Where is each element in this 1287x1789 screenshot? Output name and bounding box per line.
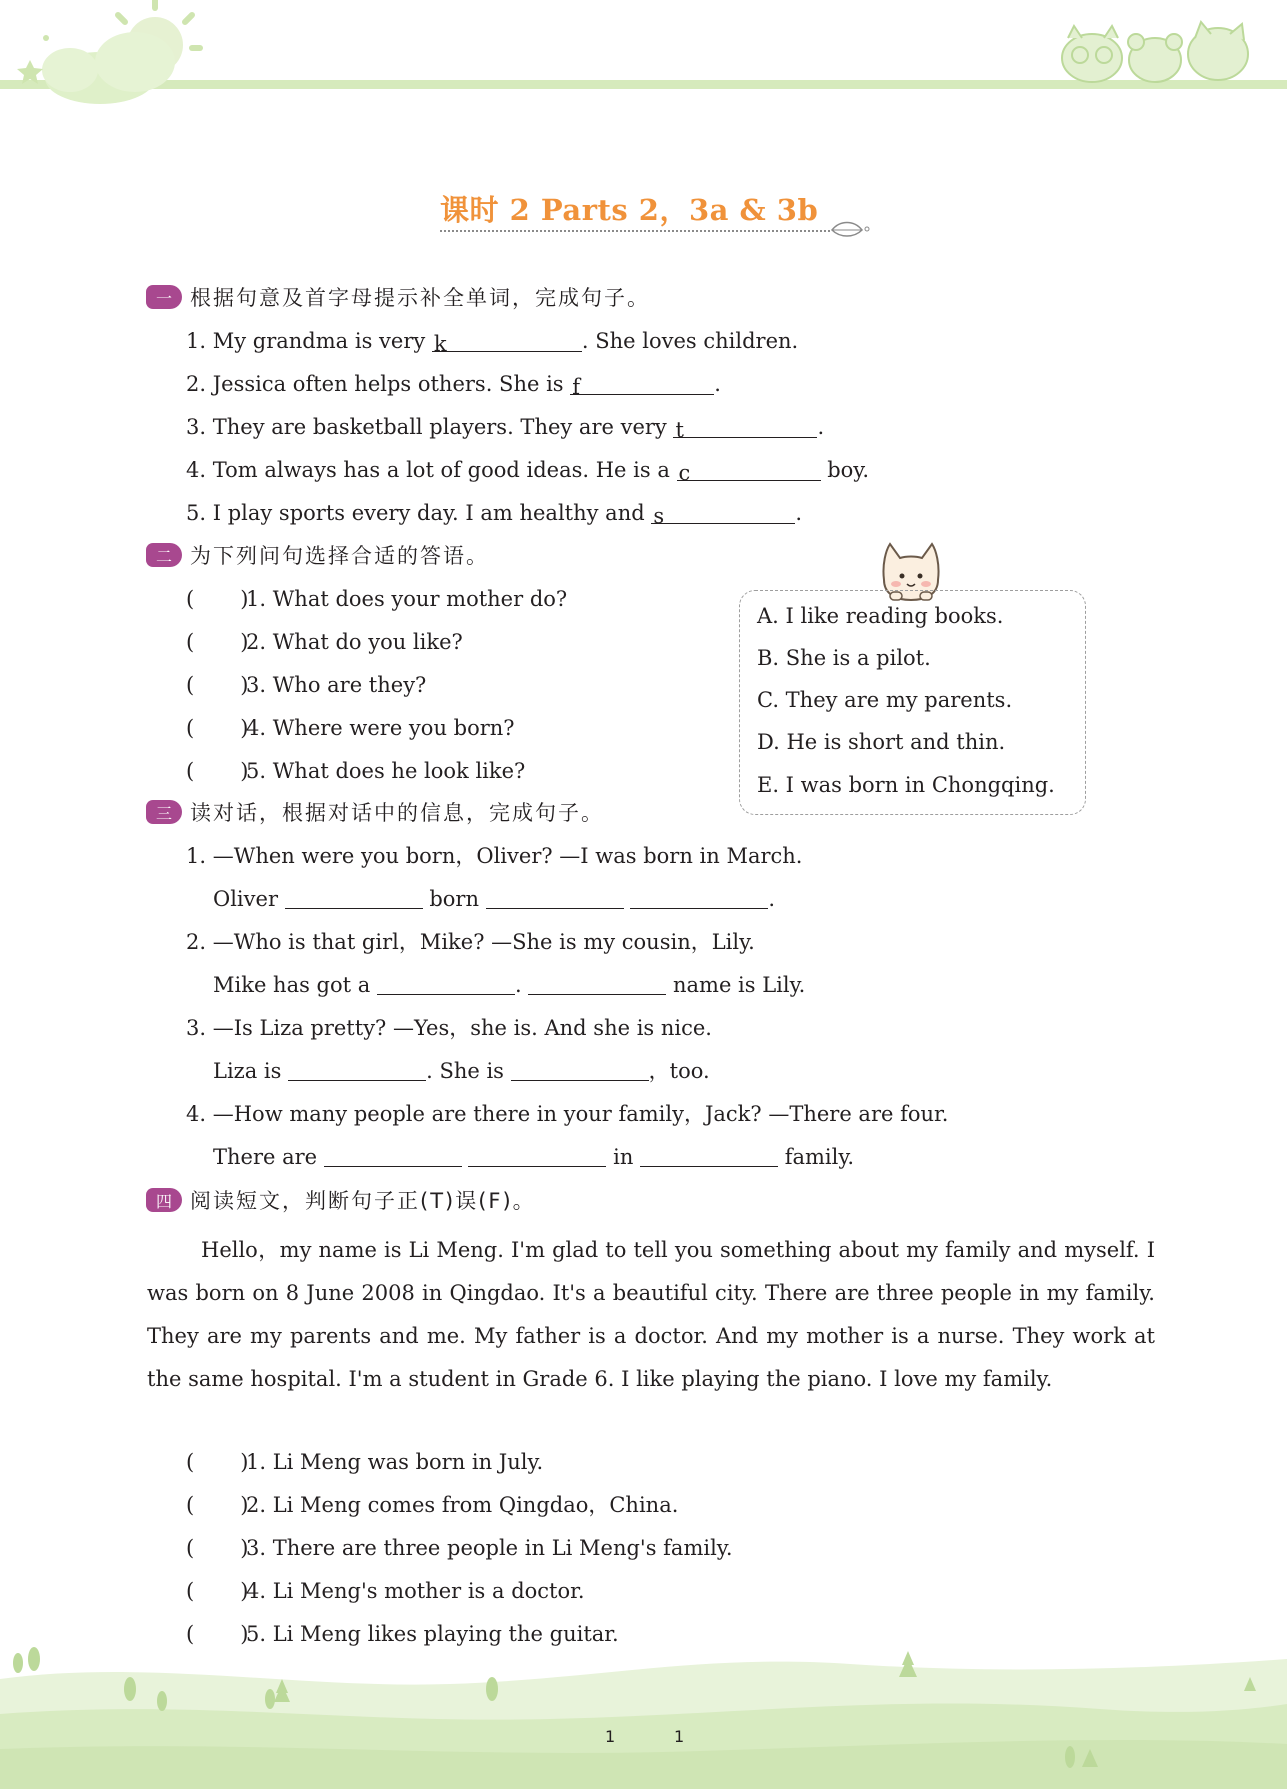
list-item <box>186 455 869 485</box>
section-4-heading <box>146 1185 536 1215</box>
list-item <box>186 326 798 356</box>
answer-blank[interactable] <box>377 972 515 995</box>
option-item: B. She is a pilot. <box>757 646 931 670</box>
statement-text: 5. Li Meng likes playing the guitar. <box>246 1622 619 1646</box>
answer-blank[interactable] <box>432 329 582 356</box>
dialog-text: —When were you born，Oliver? —I was born in March. <box>212 844 803 868</box>
fill-text: . She is <box>426 1059 511 1083</box>
list-item <box>186 412 824 442</box>
dialog-text: —Is Liza pretty? —Yes，she is. And she is nice. <box>212 1016 712 1040</box>
fill-text: born <box>422 887 486 911</box>
hint-letter: c <box>678 461 691 485</box>
answer-blank[interactable] <box>677 458 821 485</box>
question-text: 4. Where were you born? <box>246 716 515 740</box>
question-row <box>186 670 426 700</box>
section-instruction: 阅读短文，判断句子正(T)误(F)。 <box>190 1189 536 1213</box>
footer-decoration <box>0 1639 1287 1789</box>
answer-paren[interactable]: ( ) <box>186 1536 249 1560</box>
item-number: 3. <box>186 415 207 439</box>
item-number: 3. <box>186 1016 207 1040</box>
item-text: Jessica often helps others. She is <box>212 372 571 396</box>
section-badge: 四 <box>146 1188 182 1212</box>
passage-text: Hello，my name is Li Meng. I'm glad to tell you something about my family and myself. I was born on 8 June 2008 in Qingdao. It's a beautiful city. There are three people in my family. They are my parents and me. My father is a doctor. And my mother is a nurse. They work at the same hospital. I'm a student in Grade 6. I like playing the piano. I love my family. <box>147 1238 1155 1391</box>
page-number: 1 <box>674 1727 685 1746</box>
answer-paren[interactable]: ( ) <box>186 1493 249 1517</box>
hint-letter: f <box>572 375 581 399</box>
item-number: 4. <box>186 458 207 482</box>
statement-row <box>186 1447 543 1477</box>
answer-paren[interactable]: ( ) <box>186 716 249 740</box>
fill-text: There are <box>213 1145 324 1169</box>
answer-blank[interactable] <box>640 1144 778 1167</box>
fill-text <box>624 887 631 911</box>
statement-row <box>186 1490 678 1520</box>
fill-text: family. <box>778 1145 855 1169</box>
answer-paren[interactable]: ( ) <box>186 673 249 697</box>
item-text: . She loves children. <box>581 329 799 353</box>
option-item: E. I was born in Chongqing. <box>757 773 1055 797</box>
hint-letter: t <box>675 418 684 442</box>
statement-row <box>186 1576 585 1606</box>
answer-paren[interactable]: ( ) <box>186 1450 249 1474</box>
hint-letter: s <box>653 504 665 528</box>
fill-line <box>213 1056 710 1086</box>
statement-text: 4. Li Meng's mother is a doctor. <box>246 1579 585 1603</box>
section-badge: 一 <box>146 285 182 309</box>
item-text: boy. <box>820 458 870 482</box>
option-item: A. I like reading books. <box>757 604 1004 628</box>
option-item: D. He is short and thin. <box>757 730 1006 754</box>
header-decoration <box>0 0 1287 110</box>
section-instruction: 为下列问句选择合适的答语。 <box>190 544 489 568</box>
fill-text: Oliver <box>213 887 285 911</box>
question-text: 5. What does he look like? <box>246 759 526 783</box>
answer-paren[interactable]: ( ) <box>186 587 249 611</box>
page-title-block <box>440 188 860 229</box>
dialog-line <box>186 841 802 871</box>
item-number: 5. <box>186 501 207 525</box>
fill-text: Mike has got a <box>213 973 377 997</box>
answer-blank[interactable] <box>285 886 423 909</box>
item-number: 2. <box>186 930 207 954</box>
item-text: They are basketball players. They are very <box>212 415 674 439</box>
fill-line <box>213 884 775 914</box>
page-title: 课时 2 Parts 2，3a & 3b <box>440 193 819 227</box>
section-instruction: 读对话，根据对话中的信息，完成句子。 <box>190 801 604 825</box>
fill-text: name is Lily. <box>666 973 806 997</box>
item-text: Tom always has a lot of good ideas. He is a <box>212 458 677 482</box>
question-row <box>186 627 463 657</box>
fill-text: . <box>514 973 529 997</box>
answer-paren[interactable]: ( ) <box>186 1622 249 1646</box>
answer-paren[interactable]: ( ) <box>186 1579 249 1603</box>
fill-text: Liza is <box>213 1059 289 1083</box>
answer-paren[interactable]: ( ) <box>186 759 249 783</box>
question-text: 1. What does your mother do? <box>246 587 568 611</box>
question-row <box>186 584 567 614</box>
answer-blank[interactable] <box>673 415 817 442</box>
options-box <box>739 590 1086 815</box>
section-instruction: 根据句意及首字母提示补全单词，完成句子。 <box>190 286 650 310</box>
item-text: . <box>714 372 721 396</box>
answer-blank[interactable] <box>468 1144 606 1167</box>
item-number: 2. <box>186 372 207 396</box>
answer-paren[interactable]: ( ) <box>186 630 249 654</box>
fill-text: ，too. <box>648 1059 710 1083</box>
hint-letter: k <box>433 332 447 356</box>
item-text: My grandma is very <box>212 329 432 353</box>
fill-text <box>462 1145 469 1169</box>
item-text: . <box>795 501 803 525</box>
section-2-heading <box>146 540 489 570</box>
statement-text: 2. Li Meng comes from Qingdao，China. <box>246 1493 679 1517</box>
animal-faces-icon <box>1062 22 1248 82</box>
answer-blank[interactable] <box>288 1058 426 1081</box>
dialog-line <box>186 1013 712 1043</box>
dialog-line <box>186 1099 948 1129</box>
fill-line <box>213 970 805 1000</box>
reading-passage <box>147 1229 1155 1401</box>
answer-blank[interactable] <box>528 972 666 995</box>
fill-text: in <box>606 1145 641 1169</box>
fill-line <box>213 1142 854 1172</box>
section-badge: 二 <box>146 543 182 567</box>
title-underline <box>440 230 830 232</box>
question-text: 3. Who are they? <box>246 673 427 697</box>
dialog-text: —How many people are there in your family，Jack? —There are four. <box>212 1102 949 1126</box>
list-item <box>186 369 721 399</box>
dialog-text: —Who is that girl，Mike? —She is my cousin，Lily. <box>212 930 755 954</box>
item-text: I play sports every day. I am healthy and <box>212 501 652 525</box>
fill-text: . <box>768 887 776 911</box>
option-item: C. They are my parents. <box>757 688 1013 712</box>
statement-text: 1. Li Meng was born in July. <box>246 1450 544 1474</box>
question-text: 2. What do you like? <box>246 630 463 654</box>
section-1-heading <box>146 282 650 312</box>
page-number: 1 <box>605 1727 616 1746</box>
answer-blank[interactable] <box>511 1058 649 1081</box>
item-number: 1. <box>186 844 207 868</box>
question-row <box>186 713 515 743</box>
dialog-line <box>186 927 755 957</box>
statement-row <box>186 1533 733 1563</box>
item-number: 1. <box>186 329 207 353</box>
answer-blank[interactable] <box>651 501 795 528</box>
statement-text: 3. There are three people in Li Meng's family. <box>246 1536 733 1560</box>
question-row <box>186 756 525 786</box>
answer-blank[interactable] <box>570 372 714 399</box>
section-badge: 三 <box>146 800 182 824</box>
answer-blank[interactable] <box>324 1144 462 1167</box>
item-text: . <box>817 415 825 439</box>
answer-blank[interactable] <box>486 886 624 909</box>
section-3-heading <box>146 797 604 827</box>
list-item <box>186 498 802 528</box>
leaf-icon <box>828 218 870 242</box>
item-number: 4. <box>186 1102 207 1126</box>
answer-blank[interactable] <box>630 886 768 909</box>
